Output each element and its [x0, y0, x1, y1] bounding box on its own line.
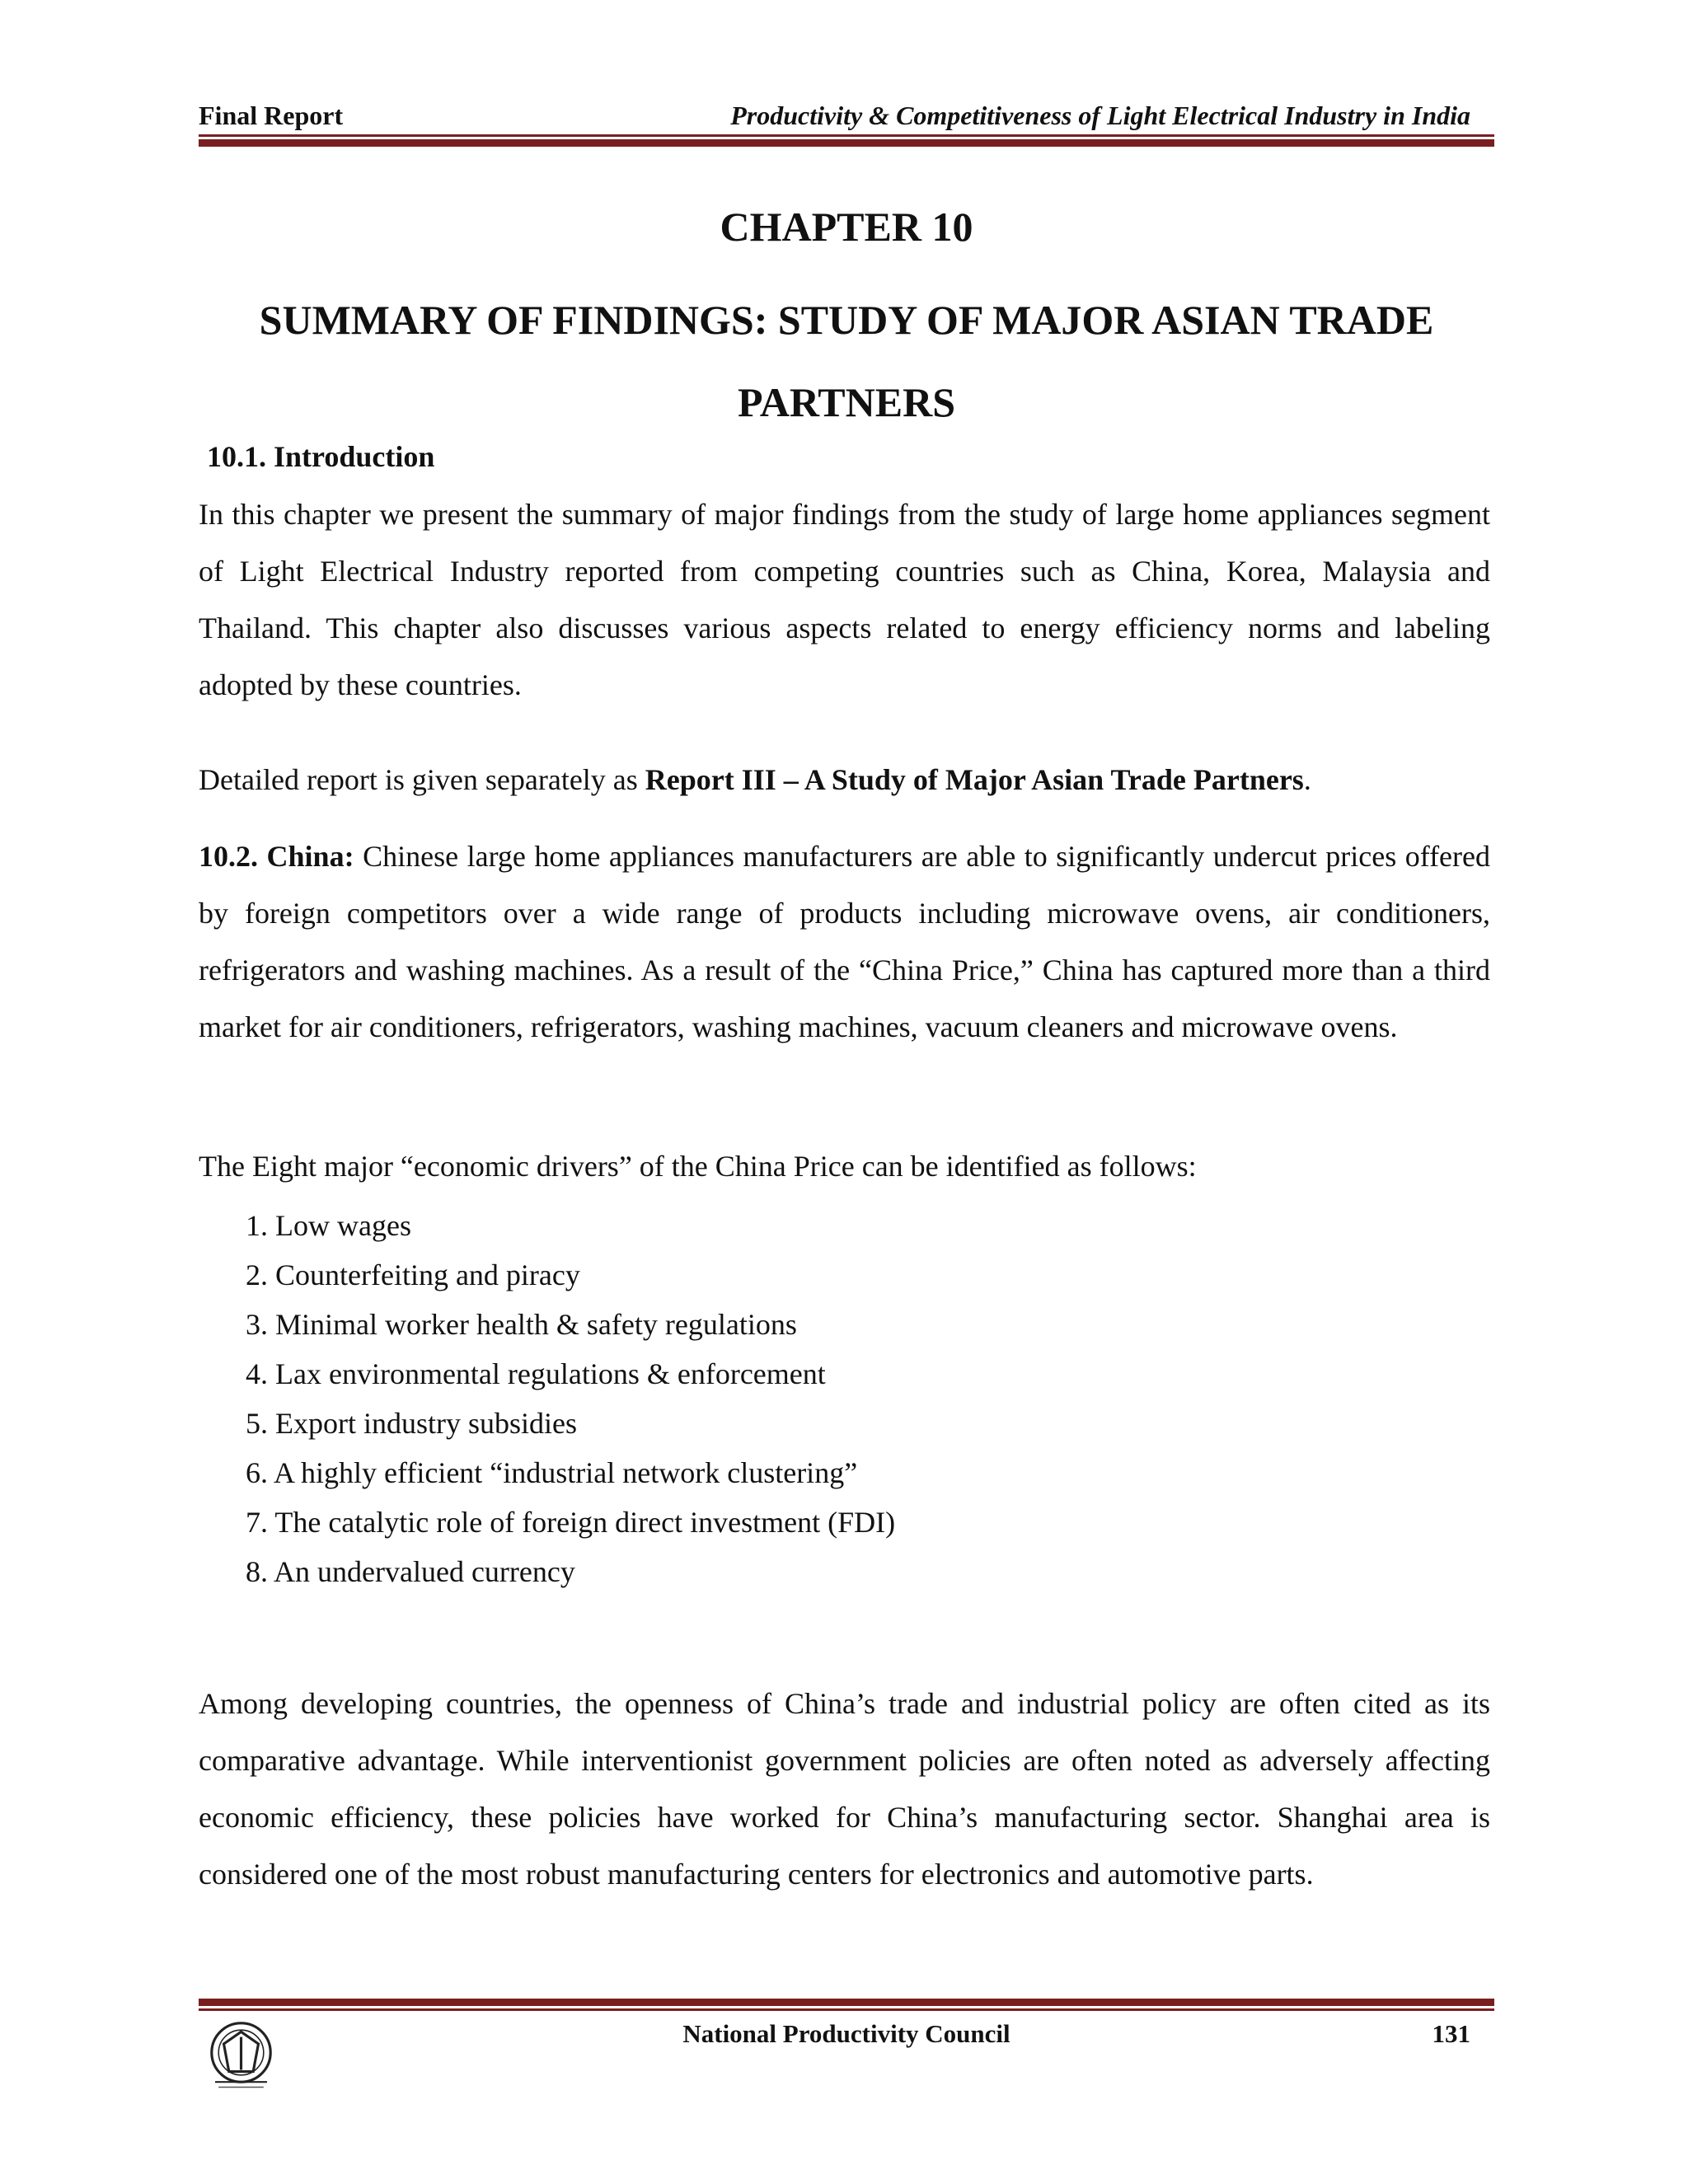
footer-organization: National Productivity Council — [682, 2019, 1010, 2048]
list-item: 8. An undervalued currency — [246, 1555, 575, 1588]
header-report-label: Final Report — [199, 101, 344, 130]
report-reference-prefix: Detailed report is given separately as — [199, 763, 645, 796]
list-item: 1. Low wages — [246, 1209, 411, 1242]
report-reference-suffix: . — [1303, 763, 1311, 796]
section-heading-introduction: 10.1. Introduction — [207, 440, 435, 473]
intro-paragraph: In this chapter we present the summary of major findings from the study of large home appliances segment of Light Electrical Industry reported from competing countries such as China, Korea, Malaysia and Thailand. This chapter also discusses various aspects related to energy efficiency norms and labeling adopted by these countries. — [199, 498, 1490, 701]
header-rule-thin — [199, 134, 1494, 137]
china-paragraph-text: Chinese large home appliances manufacturers are able to significantly undercut prices offered by foreign competitors over a wide range of products including microwave ovens, air conditioners, refrigerators and washing machines. As a result of the “China Price,” China has captured more than a third market for air conditioners, refrigerators, washing machines, vacuum cleaners and microwave ovens. — [199, 840, 1491, 1043]
list-item: 3. Minimal worker health & safety regulations — [246, 1308, 797, 1341]
header-rule-thick — [199, 139, 1494, 147]
header-report-title: Productivity & Competitiveness of Light Electrical Industry in India — [730, 101, 1470, 130]
footer-page-number: 131 — [1432, 2019, 1470, 2048]
footer-rule-thin — [199, 2008, 1494, 2011]
drivers-intro: The Eight major “economic drivers” of the China Price can be identified as follows: — [199, 1150, 1197, 1183]
list-item: 4. Lax environmental regulations & enforcement — [246, 1357, 826, 1390]
section-heading-china: 10.2. China: — [199, 840, 354, 873]
china-paragraph — [199, 828, 1490, 1056]
chapter-subtitle: SUMMARY OF FINDINGS: STUDY OF MAJOR ASIAN TRADE PARTNERS — [259, 297, 1434, 425]
report-reference-paragraph — [199, 752, 1490, 808]
chapter-title: CHAPTER 10 — [720, 204, 973, 250]
list-item: 5. Export industry subsidies — [246, 1407, 577, 1440]
openness-paragraph: Among developing countries, the openness of China’s trade and industrial policy are often cited as its comparative advantage. While interventionist government policies are often noted as adversely affecting economic efficiency, these policies have worked for China’s manufacturing sector. Shanghai area is considered one of the most robust manufacturing centers for electronics and automotive parts. — [199, 1687, 1490, 1891]
list-item: 7. The catalytic role of foreign direct investment (FDI) — [246, 1506, 896, 1539]
list-item: 2. Counterfeiting and piracy — [246, 1258, 580, 1291]
drivers-list — [246, 1201, 895, 1596]
list-item: 6. A highly efficient “industrial network clustering” — [246, 1456, 858, 1489]
report-reference-title: Report III – A Study of Major Asian Trade Partners — [645, 763, 1304, 796]
footer-rule-thick — [199, 1999, 1494, 2006]
